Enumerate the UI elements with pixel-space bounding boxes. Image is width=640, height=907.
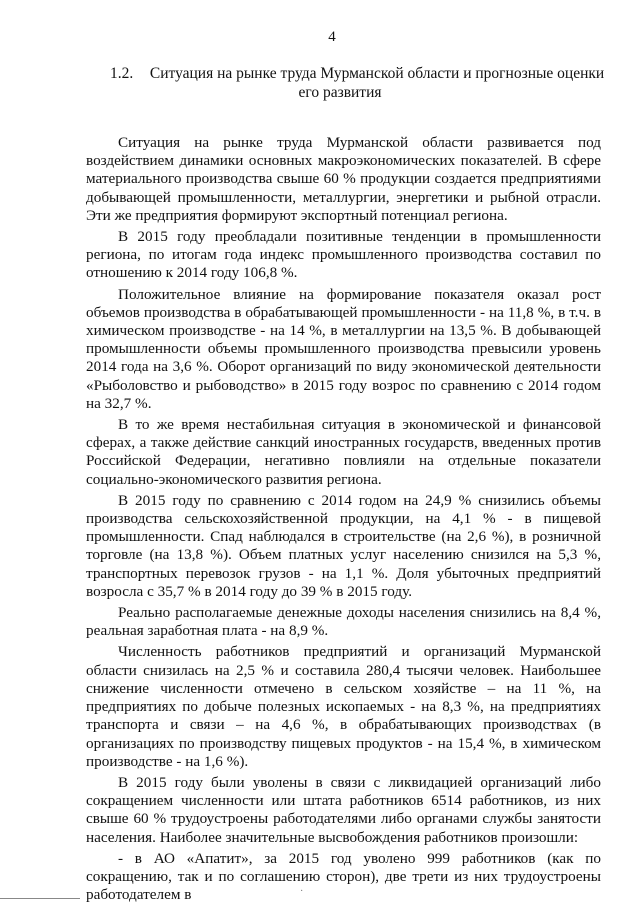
paragraph-6: Реально располагаемые денежные доходы населения снизились на 8,4 %, реальная заработная плата - на 8,9 %. — [86, 604, 601, 640]
paragraph-4: В то же время нестабильная ситуация в экономической и финансовой сферах, а также действие санкций иностранных государств, введенных против Российской Федерации, негативно повлияли на отдельные показатели социально-экономического развития региона. — [86, 416, 601, 488]
page-bottom-dot: · — [300, 886, 304, 897]
section-title-part-1: Ситуация на рынке труда Мурманской области и прогнозные оценки — [149, 65, 605, 82]
paragraph-2: В 2015 году преобладали позитивные тенденции в промышленности региона, по итогам года индекс промышленного производства составил по отношению к 2014 году 106,8 %. — [86, 228, 601, 282]
section-heading — [110, 64, 605, 102]
section-heading-line-1 — [110, 64, 605, 83]
page-bottom-rule — [0, 898, 80, 899]
paragraph-3: Положительное влияние на формирование показателя оказал рост объемов производства в обрабатывающей промышленности - на 11,8 %, в т.ч. в химическом производстве - на 14 %, в металлургии на 13,5 %. В добывающей промышленности объемы промышленного производства превысили уровень 2014 года на 3,6 %. Оборот организаций по виду экономической деятельности «Рыболовство и рыбоводство» в 2015 году возрос по сравнению с 2014 годом на 32,7 %. — [86, 285, 601, 412]
paragraph-1: Ситуация на рынке труда Мурманской области развивается под воздействием динамики основных макроэкономических показателей. В сфере материального производства свыше 60 % продукции создается предприятиями добывающей промышленности, металлургии, энергетики и рыбной отрасли. Эти же предприятия формируют экспортный потенциал региона. — [86, 134, 601, 224]
section-title-part-2: его развития — [298, 84, 382, 101]
page-number: 4 — [328, 29, 336, 45]
paragraph-5: В 2015 году по сравнению с 2014 годом на 24,9 % снизились объемы производства сельскохозяйственной продукции, на 4,1 % - в пищевой промышленности. Спад наблюдался в строительстве (на 2,6 %), в розничной торговле (на 13,8 %). Объем платных услуг населению снизился на 5,3 %, транспортных перевозок грузов - на 1,1 %. Доля убыточных предприятий возросла с 35,7 % в 2014 году до 39 % в 2015 году. — [86, 491, 601, 600]
body-text — [86, 134, 601, 907]
paragraph-7: Численность работников предприятий и организаций Мурманской области снизилась на 2,5 % и составила 280,4 тысячи человек. Наибольшее снижение численности отмечено в сельском хозяйстве – на 11 %, на предприятиях по добыче полезных ископаемых - на 8,3 %, на предприятиях транспорта и связи – на 4,6 %, в обрабатывающих производствах (в организациях по производству пищевых продуктов - на 15,4 %, в химическом производстве - на 1,6 %). — [86, 643, 601, 770]
section-number: 1.2. — [110, 65, 134, 82]
paragraph-9: - в АО «Апатит», за 2015 год уволено 999 работников (как по сокращению, так и по соглашению сторон), две трети из них трудоустроены работодателем в — [86, 849, 601, 904]
paragraph-8: В 2015 году были уволены в связи с ликвидацией организаций либо сокращением численности или штата работников 6514 работников, из них свыше 60 % трудоустроены работодателями либо органами службы занятости населения. Наиболее значительные высвобождения работников произошли: — [86, 773, 601, 846]
